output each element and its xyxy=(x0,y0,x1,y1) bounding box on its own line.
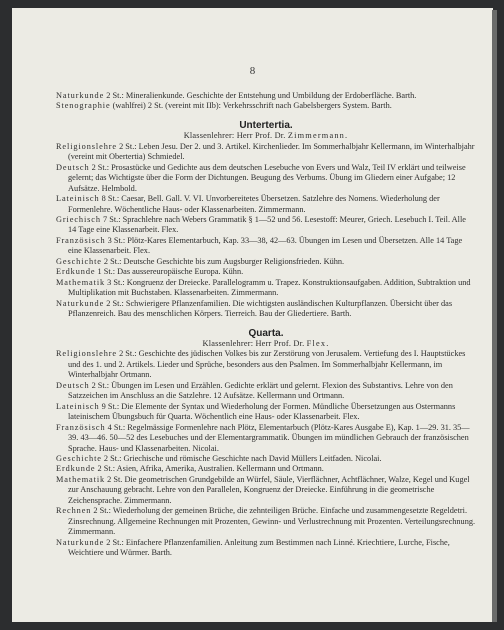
entry-text: 3 St.: Plötz-Kares Elementarbuch, Kap. 33—38, 42—63. Übungen im Lesen und Übersetzen. Alle 14 Tage eine Klassenarbeit. Flex. xyxy=(68,235,463,256)
entry-naturkunde xyxy=(56,538,476,559)
subject-name: Geschichte xyxy=(56,453,102,463)
subject-name: Stenographie xyxy=(56,101,111,111)
entry-religionslehre xyxy=(56,349,476,380)
entry-mathematik xyxy=(56,278,476,299)
entry-text: 2 St. Die geometrischen Grundgebilde an Würfel, Säule, Vierflächner, Achtflächner, Walze, Kegel und Kugel zur Anschauung gebracht. Lehre von den Parallelen, Kongruenz der Dreiecke. Einführung in die geometrische Zeichensprache. Zimmermann. xyxy=(68,474,470,505)
subject-name: Griechisch xyxy=(56,214,101,224)
subject-name: Lateinisch xyxy=(56,401,100,411)
class-teacher-line xyxy=(56,131,476,141)
entry-text: 2 St.: Leben Jesu. Der 2. und 3. Artikel. Kirchenlieder. Im Sommerhalbjahr Kellermann, im Winterhalbjahr (vereint mit Obertertia) Schmiedel. xyxy=(68,141,475,162)
entry-erdkunde xyxy=(56,464,476,474)
subject-name: Naturkunde xyxy=(56,91,105,100)
teacher-name: Flex. xyxy=(306,338,330,348)
entry-text: 2 St.: Schwierigere Pflanzenfamilien. Die wichtigsten ausländischen Kulturpflanzen. Übersicht über das Pflanzenreich. Bau des menschlichen Körpers. Tierreich. Bau der Gliedertiere. Barth. xyxy=(68,298,453,319)
entry-text: 2 St.: Einfachere Pflanzenfamilien. Anleitung zum Bestimmen nach Linné. Kriechtiere, Lurche, Fische, Weichtiere und Würmer. Barth. xyxy=(68,537,450,558)
entry-text: 7 St.: Sprachlehre nach Webers Grammatik § 1—52 und 56. Lesestoff: Meurer, Griech. Lesebuch I. Teil. Alle 14 Tage eine Klassenarbeit. Flex. xyxy=(68,214,466,235)
entry-mathematik xyxy=(56,475,476,506)
entry-franzoesisch xyxy=(56,236,476,257)
entry-text: 2 St.: Mineralienkunde. Geschichte der Entstehung und Umbildung der Erdoberfläche. Barth. xyxy=(104,91,417,100)
subject-name: Mathematik xyxy=(56,474,106,484)
page-number: 8 xyxy=(249,65,256,77)
entry-text: 2 St.: Wiederholung der gemeinen Brüche, die zehnteiligen Brüche. Einfache und zusammengesetzte Regeldetri. Zinsrechnung. Allgemeine Rechnungen mit Prozenten, Gewinn- und Verlustrechnung mit Prozenten. Verteilungsrechnung. Zimmermann. xyxy=(68,506,476,537)
entry-text: 2 St.: Griechische und römische Geschichte nach David Müllers Leitfaden. Nicolai. xyxy=(101,453,382,463)
subject-name: Religionslehre xyxy=(56,349,117,359)
subject-name: Erdkunde xyxy=(56,464,96,474)
page-edge xyxy=(492,10,497,622)
document-page xyxy=(12,8,493,622)
entry-stenographie xyxy=(56,101,476,111)
entry-naturkunde xyxy=(56,299,476,320)
entry-religionslehre xyxy=(56,142,476,163)
class-teacher-line xyxy=(56,339,476,349)
entry-text: 2 St.: Asien, Afrika, Amerika, Australien. Kellermann und Ortmann. xyxy=(95,464,324,474)
entry-naturkunde xyxy=(56,91,476,101)
teacher-name: Zimmermann. xyxy=(287,131,349,141)
subject-name: Naturkunde xyxy=(56,298,105,308)
entry-geschichte xyxy=(56,257,476,267)
entry-rechnen xyxy=(56,506,476,537)
subject-name: Französisch xyxy=(56,422,106,432)
entry-text: 9 St.: Die Elemente der Syntax und Wiederholung der Formen. Mündliche Übersetzungen aus Ostermanns lateinischem Übungsbuch für Quarta. Wöchentlich eine Haus- oder Klassenarbeit. Flex. xyxy=(68,401,456,422)
entry-text: 1 St.: Das aussereuropäische Europa. Kühn. xyxy=(95,267,244,277)
entry-text: 8 St.: Caesar, Bell. Gall. V. VI. Unvorbereitetes Übersetzen. Satzlehre des Nomens. Wiederholung der Formenlehre. Wöchentliche Haus- oder Klassenarbeiten. Zimmermann. xyxy=(68,194,440,214)
entry-franzoesisch xyxy=(56,423,476,454)
entry-griechisch xyxy=(56,215,476,236)
subject-name: Deutsch xyxy=(56,380,90,390)
entry-deutsch xyxy=(56,163,476,194)
teacher-prefix: Klassenlehrer: Herr Prof. Dr. xyxy=(183,131,288,141)
entry-text: 4 St.: Regelmässige Formenlehre nach Plötz, Elementarbuch (Plötz-Kares Ausgabe E), Kap. 1—29. 31. 35—39. 43—46. 50—52 des Lesebuches und der Elementargrammatik. Übungen im mündlichen Gebrauch der französischen Sprache. Haus- und Klassenarbeiten. Nicolai. xyxy=(68,422,470,453)
entry-lateinisch xyxy=(56,402,476,423)
subject-name: Geschichte xyxy=(56,256,102,266)
teacher-prefix: Klassenlehrer: Herr Prof. Dr. xyxy=(202,338,307,348)
entry-lateinisch xyxy=(56,194,476,215)
subject-name: Erdkunde xyxy=(56,267,96,277)
entry-text: 2 St.: Deutsche Geschichte bis zum Augsburger Religionsfrieden. Kühn. xyxy=(101,256,345,266)
entry-text: 3 St.: Kongruenz der Dreiecke. Parallelogramm u. Trapez. Konstruktionsaufgaben. Addition, Subtraktion und Multiplikation mit Buchstaben. Klassenarbeiten. Zimmermann. xyxy=(68,277,471,298)
page-content xyxy=(56,91,476,558)
entry-geschichte xyxy=(56,454,476,464)
subject-name: Naturkunde xyxy=(56,537,105,547)
entry-erdkunde xyxy=(56,267,476,277)
section-title-untertertia: Untertertia. xyxy=(239,119,293,131)
subject-name: Rechnen xyxy=(56,506,92,516)
entry-text: 2 St.: Geschichte des jüdischen Volkes bis zur Zerstörung von Jerusalem. Vertiefung des I. Hauptstückes und des 1. und 2. Artikels. Lieder und Sprüche, besonders aus den Psalmen. Im Sommerhalbjahr Kellermann, im Winterhalbjahr Ortmann. xyxy=(68,349,466,380)
subject-name: Lateinisch xyxy=(56,194,100,204)
subject-name: Religionslehre xyxy=(56,141,117,151)
entry-text: 2 St.: Übungen im Lesen und Erzählen. Gedichte erklärt und gelernt. Flexion des Substantivs. Lehre von den Satzzeichen im Anschluss an die Satzlehre. 12 Aufsätze. Kellermann und Ortmann. xyxy=(68,380,453,401)
subject-name: Französisch xyxy=(56,235,106,245)
subject-name: Mathematik xyxy=(56,277,106,287)
entry-text: (wahlfrei) 2 St. (vereint mit IIb): Verkehrsschrift nach Gabelsbergers System. Barth. xyxy=(110,101,392,111)
entry-deutsch xyxy=(56,381,476,402)
subject-name: Deutsch xyxy=(56,162,90,172)
entry-text: 2 St.: Prosastücke und Gedichte aus dem deutschen Lesebuche von Evers und Walz, Teil IV erklärt und teilweise gelernt; das Wichtigste über die Form der Dichtungen. Beugung des Verbums. Übung im Gliedern einer Aufgabe; 12 Aufsätze. Helmbold. xyxy=(68,162,466,193)
section-title-quarta: Quarta. xyxy=(248,327,284,339)
